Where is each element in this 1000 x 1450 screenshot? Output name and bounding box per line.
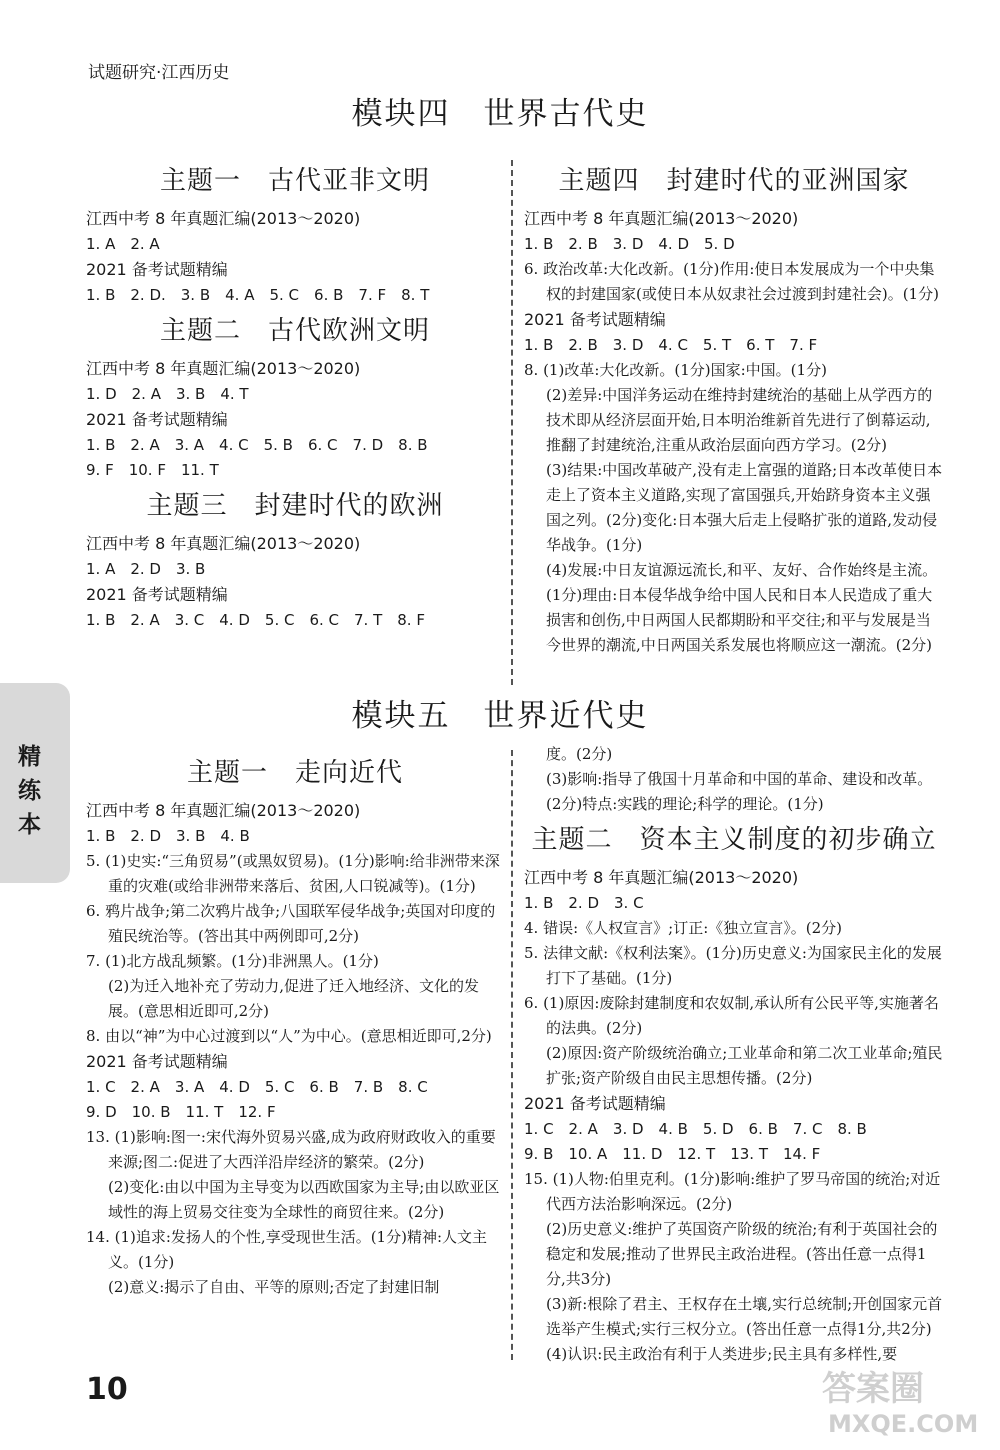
answer-paragraph: 6. 政治改革:大化改新。(1分)作用:使日本发展成为一个中央集权的封建国家(或使日本从奴隶社会过渡到封建社会)。(1分) [524,260,939,303]
answer-paragraph: 8. (1)改革:大化改新。(1分)国家:中国。(1分) [524,361,827,379]
answer-subparagraph: 度。(2分) [546,745,613,763]
answer-paragraph: 8. 由以“神”为中心过渡到以“人”为中心。(意思相近即可,2分) [86,1027,492,1045]
answer-line: 1. B 2. A 3. C 4. D 5. C 6. C 7. T 8. F [86,611,425,629]
answer-subparagraph: (3)结果:中国改革破产,没有走上富强的道路;日本改革使日本走上了资本主义道路,实现了富国强兵,开始跻身资本主义强国之列。(2分)变化:日本强大后走上侵略扩张的道路,发动侵华战争。(1分) [546,461,943,554]
answer-subparagraph: (4)认识:民主政治有利于人类进步;民主具有多样性,要 [546,1345,898,1363]
module-five-title: 模块五 世界近代史 [351,698,649,734]
answer-line: 1. B 2. A 3. A 4. C 5. B 6. C 7. D 8. B [86,436,428,454]
answer-subparagraph: (2)变化:由以中国为主导变为以西欧国家为主导;由以欧亚区域性的海上贸易交往变为全球性的商贸往来。(2分) [108,1178,500,1221]
topic-heading: 主题二 古代欧洲文明 [159,316,430,346]
answer-paragraph: 6. 鸦片战争;第二次鸦片战争;八国联军侵华战争;英国对印度的殖民统治等。(答出其中两例即可,2分) [86,902,496,945]
answer-paragraph: 7. (1)北方战乱频繁。(1分)非洲黑人。(1分) [86,952,379,970]
running-header: 试题研究·江西历史 [88,63,230,83]
side-tab-char: 练 [18,778,41,804]
topic-heading: 主题一 古代亚非文明 [159,166,430,196]
section-subheading: 2021 备考试题精编 [524,310,666,329]
section-subheading: 2021 备考试题精编 [86,585,228,604]
section-subheading: 江西中考 8 年真题汇编(2013～2020) [86,801,361,820]
side-tab-char: 精 [18,744,41,770]
answer-subparagraph: (2)差异:中国洋务运动在维持封建统治的基础上从学西方的技术即从经济层面开始,日本明治维新首先进行了倒幕运动,推翻了封建统治,注重从政治层面向西方学习。(2分) [546,386,933,454]
answer-line: 1. D 2. A 3. B 4. T [86,385,249,403]
answer-subparagraph: (2)意义:揭示了自由、平等的原则;否定了封建旧制 [108,1278,440,1296]
section-subheading: 2021 备考试题精编 [86,1052,228,1071]
topic-heading: 主题二 资本主义制度的初步确立 [531,825,937,855]
answer-paragraph: 5. (1)史实:“三角贸易”(或黑奴贸易)。(1分)影响:给非洲带来深重的灾难(或给非洲带来落后、贫困,人口锐减等)。(1分) [86,852,500,895]
answer-subparagraph: (2)历史意义:维护了英国资产阶级的统治;有利于英国社会的稳定和发展;推动了世界民主政治进程。(答出任意一点得1分,共3分) [546,1220,938,1288]
answer-line: 1. B 2. B 3. D 4. C 5. T 6. T 7. F [524,336,818,354]
svg-text:MXQE.COM: MXQE.COM [828,1410,979,1438]
module-five-right-column [524,742,944,1367]
answer-line: 1. C 2. A 3. A 4. D 5. C 6. B 7. B 8. C [86,1078,428,1096]
section-subheading: 2021 备考试题精编 [86,410,228,429]
answer-line: 1. C 2. A 3. D 4. B 5. D 6. B 7. C 8. B [524,1120,867,1138]
module-five-left-column [86,750,504,1300]
answer-paragraph: 13. (1)影响:图一:宋代海外贸易兴盛,成为政府财政收入的重要来源;图二:促进了大西洋沿岸经济的繁荣。(2分) [86,1128,496,1171]
svg-text:答案圈: 答案圈 [822,1369,924,1409]
answer-subparagraph: (3)影响:指导了俄国十月革命和中国的革命、建设和改革。(2分)特点:实践的理论;科学的理论。(1分) [546,770,933,813]
watermark-logo [818,1360,983,1440]
answer-subparagraph: (2)为迁入地补充了劳动力,促进了迁入地经济、文化的发展。(意思相近即可,2分) [108,977,480,1020]
answer-subparagraph: (4)发展:中日友谊源远流长,和平、友好、合作始终是主流。(1分)理由:日本侵华战争给中国人民和日本人民造成了重大损害和创伤,中日两国人民都期盼和平交往;和平与发展是当今世界的潮流,中日两国关系发展也将顺应这一潮流。(2分) [546,561,938,654]
column-divider-top [511,160,513,685]
section-subheading: 江西中考 8 年真题汇编(2013～2020) [86,209,361,228]
side-tab-char: 本 [18,812,41,838]
answer-line: 1. A 2. A [86,235,160,253]
page-number: 10 [86,1372,128,1407]
answer-line: 1. A 2. D 3. B [86,560,206,578]
topic-heading: 主题三 封建时代的欧洲 [146,491,444,521]
section-subheading: 2021 备考试题精编 [524,1094,666,1113]
answer-line: 1. B 2. B 3. D 4. D 5. D [524,235,735,253]
topic-heading: 主题四 封建时代的亚洲国家 [558,166,910,196]
side-tab-label [18,740,48,842]
answer-line: 1. B 2. D. 3. B 4. A 5. C 6. B 7. F 8. T [86,286,430,304]
answer-line: 9. F 10. F 11. T [86,461,219,479]
answer-subparagraph: (2)原因:资产阶级统治确立;工业革命和第二次工业革命;殖民扩张;资产阶级自由民主思想传播。(2分) [546,1044,943,1087]
answer-subparagraph: (3)新:根除了君主、王权存在土壤,实行总统制;开创国家元首选举产生模式;实行三权分立。(答出任意一点得1分,共2分) [546,1295,943,1338]
answer-paragraph: 5. 法律文献:《权利法案》。(1分)历史意义:为国家民主化的发展打下了基础。(1分) [524,944,942,987]
section-subheading: 江西中考 8 年真题汇编(2013～2020) [524,209,799,228]
answer-paragraph: 15. (1)人物:伯里克利。(1分)影响:维护了罗马帝国的统治;对近代西方法治影响深远。(2分) [524,1170,941,1213]
module-four-title: 模块四 世界古代史 [351,96,649,132]
column-divider-bottom [511,750,513,1360]
section-subheading: 江西中考 8 年真题汇编(2013～2020) [86,359,361,378]
answer-line: 1. B 2. D 3. B 4. B [86,827,250,845]
topic-heading: 主题一 走向近代 [186,758,403,788]
answer-line: 1. B 2. D 3. C [524,894,644,912]
section-subheading: 江西中考 8 年真题汇编(2013～2020) [86,534,361,553]
answer-paragraph: 6. (1)原因:废除封建制度和农奴制,承认所有公民平等,实施著名的法典。(2分) [524,994,939,1037]
answer-line: 9. D 10. B 11. T 12. F [86,1103,276,1121]
section-subheading: 江西中考 8 年真题汇编(2013～2020) [524,868,799,887]
answer-paragraph: 14. (1)追求:发扬人的个性,享受现世生活。(1分)精神:人文主义。(1分) [86,1228,487,1271]
answer-line: 9. B 10. A 11. D 12. T 13. T 14. F [524,1145,821,1163]
module-four-right-column [524,158,944,658]
section-subheading: 2021 备考试题精编 [86,260,228,279]
module-four-left-column [86,158,504,633]
answer-paragraph: 4. 错误:《人权宣言》;订正:《独立宣言》。(2分) [524,919,842,937]
